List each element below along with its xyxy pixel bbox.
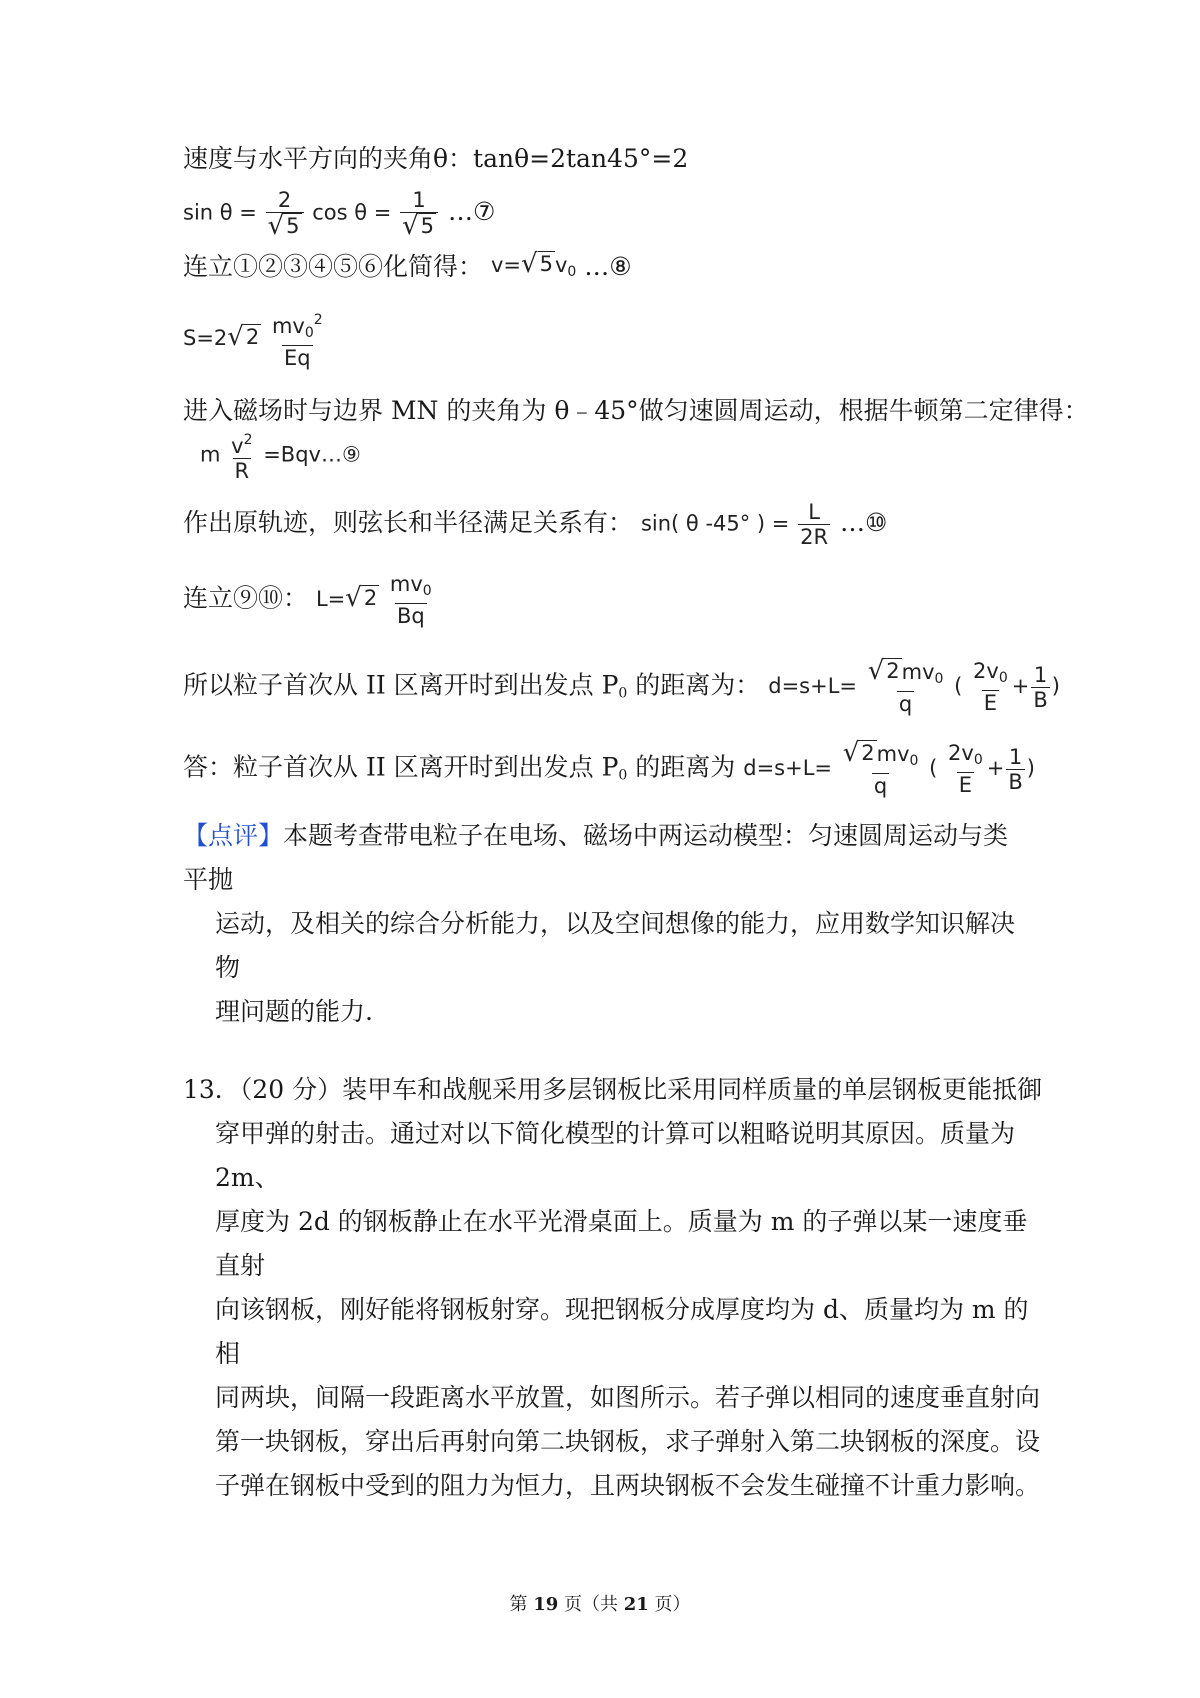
s-label: S=2 bbox=[183, 326, 228, 350]
sqrt-value: 2 bbox=[363, 586, 378, 610]
fraction-numerator bbox=[229, 428, 254, 458]
comment-line-2: 运动，及相关的综合分析能力，以及空间想像的能力，应用数学知识解决物 bbox=[215, 909, 1016, 982]
fraction-l-2r bbox=[798, 500, 830, 549]
sqrt-value: 2 bbox=[861, 741, 875, 765]
equation-tag: …⑦ bbox=[447, 197, 496, 226]
fraction-numerator: 2 bbox=[277, 188, 292, 212]
subscript: 0 bbox=[998, 670, 1008, 686]
magnetic-text: 进入磁场时与边界 MN 的夹角为 θ﹣45°做匀速圆周运动，根据牛顿第二定律得： bbox=[183, 396, 1089, 425]
l-equation: L= √ 2 $\frac{mv_0}{Bq}$ bbox=[315, 572, 432, 628]
fraction-1-b bbox=[1031, 663, 1049, 712]
question-13 bbox=[183, 1068, 1043, 1508]
formula-answer bbox=[183, 740, 1035, 798]
question-line-5: 同两块，间隔一段距离水平放置，如图所示。若子弹以相同的速度垂直射向 bbox=[215, 1383, 1041, 1412]
comment-text: 本题考查带电粒子在电场、磁场中两运动模型：匀速圆周运动与类平抛 bbox=[183, 821, 1009, 894]
question-line-4: 向该钢板，刚好能将钢板射穿。现把钢板分成厚度均为 d、质量均为 m 的相 bbox=[215, 1295, 1029, 1368]
d-label: d=s+L= bbox=[743, 756, 833, 780]
fraction-s bbox=[270, 308, 325, 370]
equation-tag: …⑧ bbox=[584, 252, 632, 281]
mv-label: mv bbox=[901, 660, 935, 684]
fraction-denominator: √ 5 bbox=[266, 212, 304, 239]
v0-label: v bbox=[554, 253, 568, 277]
m-label: m bbox=[200, 442, 221, 467]
chord-text: 作出原轨迹，则弦长和半径满足关系有： bbox=[183, 508, 634, 537]
superscript: 2 bbox=[313, 312, 323, 328]
plus: + bbox=[1011, 674, 1030, 698]
subscript: 0 bbox=[934, 671, 944, 687]
equation-tag: …⑩ bbox=[839, 508, 888, 537]
formula-chord bbox=[183, 500, 887, 549]
footer-post: 页） bbox=[648, 1594, 691, 1615]
comment-label: 【点评】 bbox=[183, 821, 284, 850]
fraction-cos bbox=[400, 188, 438, 239]
theta-eq: θ = bbox=[219, 200, 257, 225]
footer-mid: 页（共 bbox=[558, 1594, 624, 1615]
question-line-3: 厚度为 2d 的钢板静止在水平光滑桌面上。质量为 m 的子弹以某一速度垂直射 bbox=[215, 1207, 1028, 1280]
cos-label: cos θ = bbox=[312, 200, 392, 225]
plus: + bbox=[986, 756, 1005, 780]
combine-text: 连立⑨⑩： bbox=[183, 583, 309, 613]
answer-text: 答：粒子首次从 II 区离开时到出发点 P bbox=[183, 752, 619, 782]
total-pages: 21 bbox=[623, 1594, 649, 1615]
question-line-7: 子弹在钢板中受到的阻力为恒力，且两块钢板不会发生碰撞不计重力影响。 bbox=[215, 1471, 1041, 1500]
mv-label: mv bbox=[271, 314, 305, 338]
fraction-numerator bbox=[946, 741, 985, 772]
paren: ( bbox=[954, 674, 963, 698]
superscript: 2 bbox=[243, 432, 253, 448]
formula-s bbox=[183, 308, 327, 370]
fraction-numerator: 1 bbox=[1008, 744, 1023, 769]
sqrt-value: 5 bbox=[539, 252, 553, 276]
footer-pre: 第 bbox=[509, 1594, 534, 1615]
fraction-denominator: B bbox=[1008, 769, 1023, 794]
formula-l bbox=[183, 572, 436, 628]
paren: ) bbox=[1051, 674, 1060, 698]
subscript: 0 bbox=[304, 325, 314, 341]
paren: ) bbox=[1026, 756, 1035, 780]
subscript: 0 bbox=[909, 753, 919, 769]
comment-block bbox=[183, 814, 1033, 1034]
subscript: 0 bbox=[422, 583, 432, 599]
v-label: 2v bbox=[973, 659, 999, 683]
formula-sin-cos bbox=[183, 188, 495, 239]
s-equation: S=2 √ 2 $\frac{mv_0^2}{Eq}$ bbox=[183, 308, 327, 370]
fraction-denominator: 2R bbox=[800, 525, 829, 549]
fraction-denominator: q bbox=[873, 774, 888, 798]
question-line-1: 13．（20 分）装甲车和战舰采用多层钢板比采用同样质量的单层钢板更能抵御 bbox=[183, 1075, 1043, 1104]
mv-label: mv bbox=[389, 572, 423, 596]
newton-equation bbox=[200, 428, 361, 483]
subscript: 0 bbox=[618, 767, 628, 784]
paren: ( bbox=[929, 756, 938, 780]
comment-line-1 bbox=[183, 814, 1033, 902]
v-label: v bbox=[231, 434, 244, 458]
page-footer bbox=[0, 1590, 1200, 1616]
chord-equation bbox=[641, 500, 832, 549]
fraction-2v0-e bbox=[971, 659, 1010, 715]
fraction-denominator: q bbox=[898, 692, 913, 716]
d-label: d=s+L= bbox=[768, 674, 858, 698]
fraction-numerator bbox=[388, 572, 434, 603]
v-label: v= bbox=[490, 253, 521, 277]
answer-equation bbox=[743, 740, 1035, 798]
fraction-denominator: E bbox=[958, 773, 973, 797]
fraction-numerator: √ 2 $mv_0$ bbox=[867, 656, 944, 687]
fraction-denominator: R bbox=[234, 459, 250, 483]
fraction-main bbox=[866, 658, 946, 716]
text-line-angle bbox=[183, 142, 688, 176]
sin-label: sin( θ -45° ) = bbox=[640, 511, 790, 536]
fraction-numerator bbox=[971, 659, 1010, 690]
fraction-denominator: E bbox=[983, 691, 998, 715]
simplify-text: 连立①②③④⑤⑥化简得： bbox=[183, 252, 484, 281]
mv-label: mv bbox=[876, 742, 910, 766]
distance-text-2: 的距离为： bbox=[627, 670, 761, 700]
subscript: 0 bbox=[973, 752, 983, 768]
subscript: 0 bbox=[618, 685, 628, 702]
fraction-denominator: √ 5 bbox=[400, 212, 438, 239]
comment-line-3: 理问题的能力. bbox=[215, 997, 373, 1026]
answer-text-2: 的距离为 bbox=[627, 752, 736, 782]
sin-label: sin bbox=[183, 200, 214, 225]
fraction-numerator: 1 bbox=[412, 188, 426, 212]
fraction-mv-bq bbox=[388, 572, 434, 628]
fraction-denominator: Bq bbox=[396, 604, 425, 628]
sqrt-value: 2 bbox=[886, 659, 900, 683]
sin-cos-equation bbox=[183, 188, 440, 239]
formula-v bbox=[183, 248, 632, 289]
fraction-sin bbox=[266, 188, 304, 239]
text-line-magnetic bbox=[183, 394, 1089, 428]
newton-rest: =Bqv…⑨ bbox=[263, 442, 361, 467]
page-number: 19 bbox=[533, 1594, 559, 1615]
fraction-2v0-e bbox=[946, 741, 985, 797]
fraction-denominator: B bbox=[1033, 687, 1048, 712]
formula-distance bbox=[183, 658, 1060, 716]
question-line-6: 第一块钢板，穿出后再射向第二块钢板，求子弹射入第二块钢板的深度。设 bbox=[215, 1427, 1041, 1456]
fraction-denominator: Eq bbox=[284, 346, 311, 370]
l-label: L= bbox=[315, 587, 346, 611]
fraction-numerator: L bbox=[808, 500, 820, 524]
fraction-numerator: √ 2 $mv_0$ bbox=[842, 738, 919, 769]
v-equation: v= √ 5 $v_0$ bbox=[490, 249, 577, 280]
subscript: 0 bbox=[567, 264, 577, 280]
fraction-numerator: 1 bbox=[1033, 662, 1048, 687]
fraction-numerator bbox=[270, 308, 325, 345]
distance-equation bbox=[768, 658, 1060, 716]
angle-text: 速度与水平方向的夹角θ：tanθ=2tan45°=2 bbox=[183, 144, 689, 173]
sqrt-value: 2 bbox=[245, 325, 260, 349]
sqrt-value: 5 bbox=[420, 214, 435, 238]
distance-text: 所以粒子首次从 II 区离开时到出发点 P bbox=[183, 670, 619, 700]
fraction-v2-r bbox=[229, 428, 254, 483]
v-label: 2v bbox=[948, 741, 974, 765]
fraction-1-b bbox=[1006, 745, 1024, 794]
fraction-main bbox=[841, 740, 921, 798]
formula-newton bbox=[200, 428, 361, 483]
question-line-2: 穿甲弹的射击。通过对以下简化模型的计算可以粗略说明其原因。质量为 2m、 bbox=[215, 1119, 1016, 1192]
sqrt-value: 5 bbox=[286, 214, 300, 238]
